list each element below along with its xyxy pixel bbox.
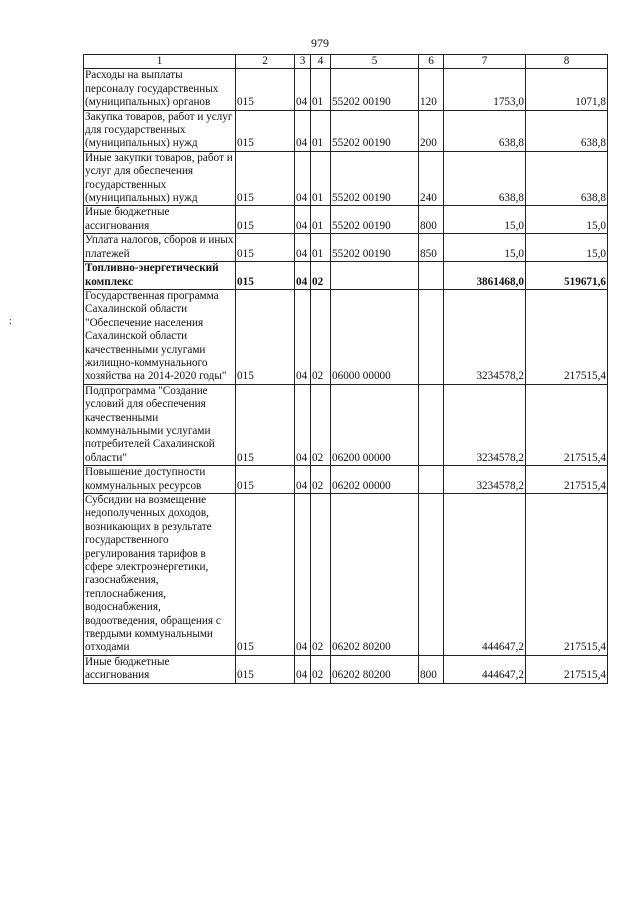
row-expense-type-cell bbox=[419, 262, 444, 290]
row-amount-col7-cell: 444647,2 bbox=[444, 655, 526, 683]
row-ministry-code-cell: 015 bbox=[236, 494, 295, 656]
row-section-cell: 04 bbox=[295, 262, 311, 290]
row-target-article-cell: 06202 80200 bbox=[331, 655, 419, 683]
row-expense-type-cell: 850 bbox=[419, 234, 444, 262]
row-target-article-cell: 06200 00000 bbox=[331, 384, 419, 465]
row-name-cell: Иные бюджетные ассигнования bbox=[84, 206, 236, 234]
row-expense-type-cell: 200 bbox=[419, 110, 444, 151]
table-row bbox=[84, 466, 608, 494]
row-expense-type-cell bbox=[419, 494, 444, 656]
row-amount-col7-cell: 3234578,2 bbox=[444, 289, 526, 384]
table-row bbox=[84, 655, 608, 683]
row-target-article-cell: 06202 80200 bbox=[331, 494, 419, 656]
row-amount-col8-cell: 217515,4 bbox=[526, 494, 608, 656]
row-ministry-code-cell: 015 bbox=[236, 206, 295, 234]
row-section-cell: 04 bbox=[295, 289, 311, 384]
header-cell: 3 bbox=[295, 55, 311, 69]
table-row bbox=[84, 206, 608, 234]
row-target-article-cell: 55202 00190 bbox=[331, 151, 419, 206]
row-target-article-cell: 06000 00000 bbox=[331, 289, 419, 384]
row-name-cell: Подпрограмма "Создание условий для обеспечения качественными коммунальными услугами потребителей Сахалинской области" bbox=[84, 384, 236, 465]
row-amount-col7-cell: 638,8 bbox=[444, 110, 526, 151]
row-expense-type-cell bbox=[419, 384, 444, 465]
row-subsection-cell: 01 bbox=[311, 151, 331, 206]
row-amount-col7-cell: 1753,0 bbox=[444, 69, 526, 110]
row-section-cell: 04 bbox=[295, 494, 311, 656]
row-name-cell: Расходы на выплаты персоналу государственных (муниципальных) органов bbox=[84, 69, 236, 110]
row-amount-col8-cell: 638,8 bbox=[526, 151, 608, 206]
header-cell: 8 bbox=[526, 55, 608, 69]
row-amount-col7-cell: 15,0 bbox=[444, 206, 526, 234]
row-ministry-code-cell: 015 bbox=[236, 655, 295, 683]
row-target-article-cell: 55202 00190 bbox=[331, 206, 419, 234]
row-expense-type-cell: 800 bbox=[419, 655, 444, 683]
row-section-cell: 04 bbox=[295, 206, 311, 234]
row-expense-type-cell: 120 bbox=[419, 69, 444, 110]
row-section-cell: 04 bbox=[295, 384, 311, 465]
row-amount-col8-cell: 217515,4 bbox=[526, 384, 608, 465]
row-amount-col7-cell: 638,8 bbox=[444, 151, 526, 206]
row-subsection-cell: 02 bbox=[311, 655, 331, 683]
table-row bbox=[84, 262, 608, 290]
header-cell: 4 bbox=[311, 55, 331, 69]
row-name-cell: Закупка товаров, работ и услуг для государственных (муниципальных) нужд bbox=[84, 110, 236, 151]
row-subsection-cell: 02 bbox=[311, 384, 331, 465]
row-amount-col7-cell: 3234578,2 bbox=[444, 466, 526, 494]
table-row bbox=[84, 151, 608, 206]
row-section-cell: 04 bbox=[295, 466, 311, 494]
table-row bbox=[84, 69, 608, 110]
row-subsection-cell: 01 bbox=[311, 110, 331, 151]
row-name-cell: Уплата налогов, сборов и иных платежей bbox=[85, 234, 234, 260]
table-row bbox=[84, 494, 608, 656]
row-target-article-cell: 55202 00190 bbox=[331, 110, 419, 151]
row-amount-col7-cell: 3234578,2 bbox=[444, 384, 526, 465]
row-subsection-cell: 02 bbox=[311, 494, 331, 656]
header-cell: 2 bbox=[236, 55, 295, 69]
row-section-cell: 04 bbox=[295, 655, 311, 683]
row-name-cell: Иные бюджетные ассигнования bbox=[84, 655, 236, 683]
row-amount-col8-cell: 217515,4 bbox=[526, 655, 608, 683]
row-amount-col8-cell: 638,8 bbox=[526, 110, 608, 151]
row-amount-col7-cell: 444647,2 bbox=[444, 494, 526, 656]
row-ministry-code-cell: 015 bbox=[236, 289, 295, 384]
row-ministry-code-cell: 015 bbox=[236, 234, 295, 262]
header-cell: 7 bbox=[444, 55, 526, 69]
row-ministry-code-cell: 015 bbox=[236, 110, 295, 151]
row-subsection-cell: 01 bbox=[311, 69, 331, 110]
row-name-cell: Государственная программа Сахалинской области "Обеспечение населения Сахалинской области качественными услугами жилищно-коммунального хозяйства на 2014-2020 годы" bbox=[84, 289, 236, 384]
row-ministry-code-cell: 015 bbox=[236, 466, 295, 494]
row-name-cell: Топливно-энергетический комплекс bbox=[84, 262, 236, 290]
row-section-cell: 04 bbox=[295, 69, 311, 110]
page-number: 979 bbox=[311, 36, 329, 50]
row-amount-col8-cell: 217515,4 bbox=[526, 466, 608, 494]
row-subsection-cell: 01 bbox=[311, 206, 331, 234]
row-section-cell: 04 bbox=[295, 234, 311, 262]
row-amount-col7-cell: 3861468,0 bbox=[444, 262, 526, 290]
row-name-cell: Повышение доступности коммунальных ресурсов bbox=[84, 466, 236, 494]
row-amount-col8-cell: 15,0 bbox=[526, 234, 608, 262]
row-subsection-cell: 02 bbox=[311, 466, 331, 494]
table-row bbox=[84, 289, 608, 384]
row-amount-col8-cell: 15,0 bbox=[526, 206, 608, 234]
row-subsection-cell: 02 bbox=[311, 289, 331, 384]
header-row bbox=[84, 55, 608, 69]
row-ministry-code-cell: 015 bbox=[236, 69, 295, 110]
row-target-article-cell: 06202 00000 bbox=[331, 466, 419, 494]
row-expense-type-cell: 240 bbox=[419, 151, 444, 206]
row-amount-col7-cell: 15,0 bbox=[444, 234, 526, 262]
margin-mark: : bbox=[9, 316, 12, 327]
row-amount-col8-cell: 217515,4 bbox=[526, 289, 608, 384]
row-ministry-code-cell: 015 bbox=[236, 151, 295, 206]
row-subsection-cell: 01 bbox=[311, 234, 331, 262]
row-amount-col8-cell: 519671,6 bbox=[526, 262, 608, 290]
row-name-cell: Субсидии на возмещение недополученных доходов, возникающих в результате государственного регулирования тарифов в сфере электроэнергетики, газоснабжения, теплоснабжения, водоснабжения, водоотведения, обращения с твердыми коммунальными отходами bbox=[84, 494, 236, 656]
row-name-cell: Иные закупки товаров, работ и услуг для обеспечения государственных (муниципальных) нужд bbox=[84, 151, 236, 206]
row-amount-col8-cell: 1071,8 bbox=[526, 69, 608, 110]
row-expense-type-cell bbox=[419, 466, 444, 494]
row-ministry-code-cell: 015 bbox=[236, 262, 295, 290]
row-target-article-cell bbox=[331, 262, 419, 290]
header-cell: 6 bbox=[419, 55, 444, 69]
row-target-article-cell: 55202 00190 bbox=[331, 69, 419, 110]
row-ministry-code-cell: 015 bbox=[236, 384, 295, 465]
table-row bbox=[84, 384, 608, 465]
row-target-article-cell: 55202 00190 bbox=[331, 234, 419, 262]
table-row bbox=[84, 110, 608, 151]
header-cell: 1 bbox=[84, 55, 236, 69]
header-cell: 5 bbox=[331, 55, 419, 69]
row-expense-type-cell bbox=[419, 289, 444, 384]
budget-table bbox=[83, 54, 608, 684]
row-subsection-cell: 02 bbox=[311, 262, 331, 290]
row-expense-type-cell: 800 bbox=[419, 206, 444, 234]
row-section-cell: 04 bbox=[295, 151, 311, 206]
table-row bbox=[84, 234, 608, 262]
row-section-cell: 04 bbox=[295, 110, 311, 151]
